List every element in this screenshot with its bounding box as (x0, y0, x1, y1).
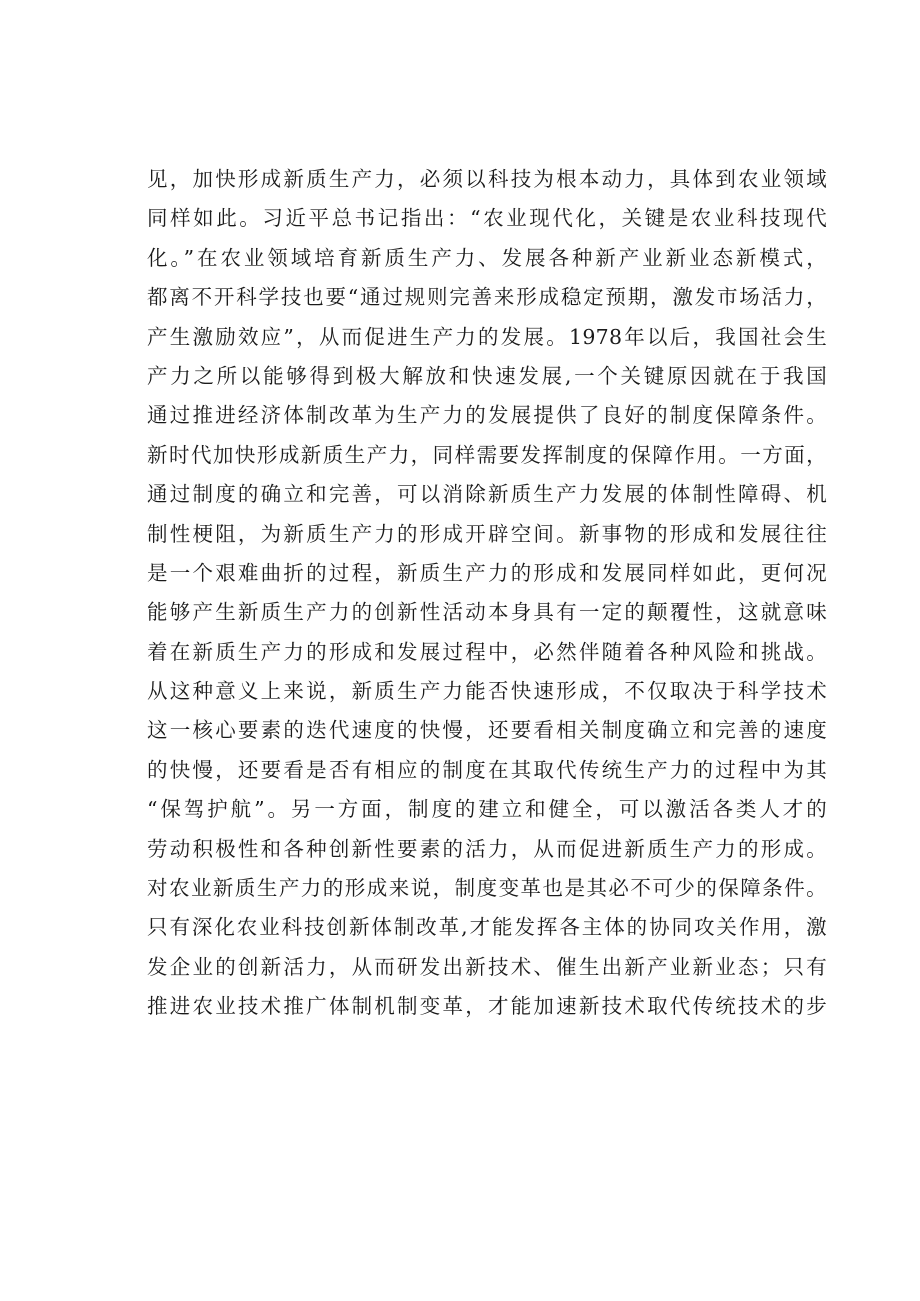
text-line: 发企业的创新活力，从而研发出新技术、催生出新产业新业态；只有 (147, 954, 827, 979)
text-line: “保驾护航”。另一方面，制度的建立和健全，可以激活各类人才的 (147, 797, 827, 822)
text-line: 推进农业技术推广体制机制变革，才能加速新技术取代传统技术的步 (147, 994, 827, 1019)
text-line: 通过制度的确立和完善，可以消除新质生产力发展的体制性障碍、机 (147, 482, 827, 507)
text-line: 制性梗阻，为新质生产力的形成开辟空间。新事物的形成和发展往往 (147, 521, 827, 546)
text-line: 产力之所以能够得到极大解放和快速发展,一个关键原因就在于我国 (147, 363, 827, 388)
text-line: 这一核心要素的迭代速度的快慢，还要看相关制度确立和完善的速度 (147, 718, 827, 743)
text-line: 新时代加快形成新质生产力，同样需要发挥制度的保障作用。一方面， (147, 442, 827, 467)
text-line: 劳动积极性和各种创新性要素的活力，从而促进新质生产力的形成。 (147, 836, 827, 861)
text-line: 产生激励效应”，从而促进生产力的发展。1978年以后，我国社会生 (147, 324, 827, 349)
text-line: 对农业新质生产力的形成来说，制度变革也是其必不可少的保障条件。 (147, 876, 827, 901)
text-line: 都离不开科学技也要“通过规则完善来形成稳定预期，激发市场活力， (147, 285, 827, 310)
text-line: 从这种意义上来说，新质生产力能否快速形成，不仅取决于科学技术 (147, 679, 827, 704)
text-line: 着在新质生产力的形成和发展过程中，必然伴随着各种风险和挑战。 (147, 639, 827, 664)
text-line: 通过推进经济体制改革为生产力的发展提供了良好的制度保障条件。 (147, 403, 827, 428)
text-line: 能够产生新质生产力的创新性活动本身具有一定的颠覆性，这就意味 (147, 600, 827, 625)
text-line: 的快慢，还要看是否有相应的制度在其取代传统生产力的过程中为其 (147, 757, 827, 782)
text-line: 是一个艰难曲折的过程，新质生产力的形成和发展同样如此，更何况 (147, 560, 827, 585)
text-line: 同样如此。习近平总书记指出：“农业现代化，关键是农业科技现代 (147, 206, 827, 231)
text-line: 见，加快形成新质生产力，必须以科技为根本动力，具体到农业领域 (147, 167, 827, 191)
text-line: 只有深化农业科技创新体制改革,才能发挥各主体的协同攻关作用，激 (147, 915, 827, 940)
body-text (147, 160, 827, 1027)
text-line: 化。”在农业领域培育新质生产力、发展各种新产业新业态新模式， (147, 245, 827, 270)
